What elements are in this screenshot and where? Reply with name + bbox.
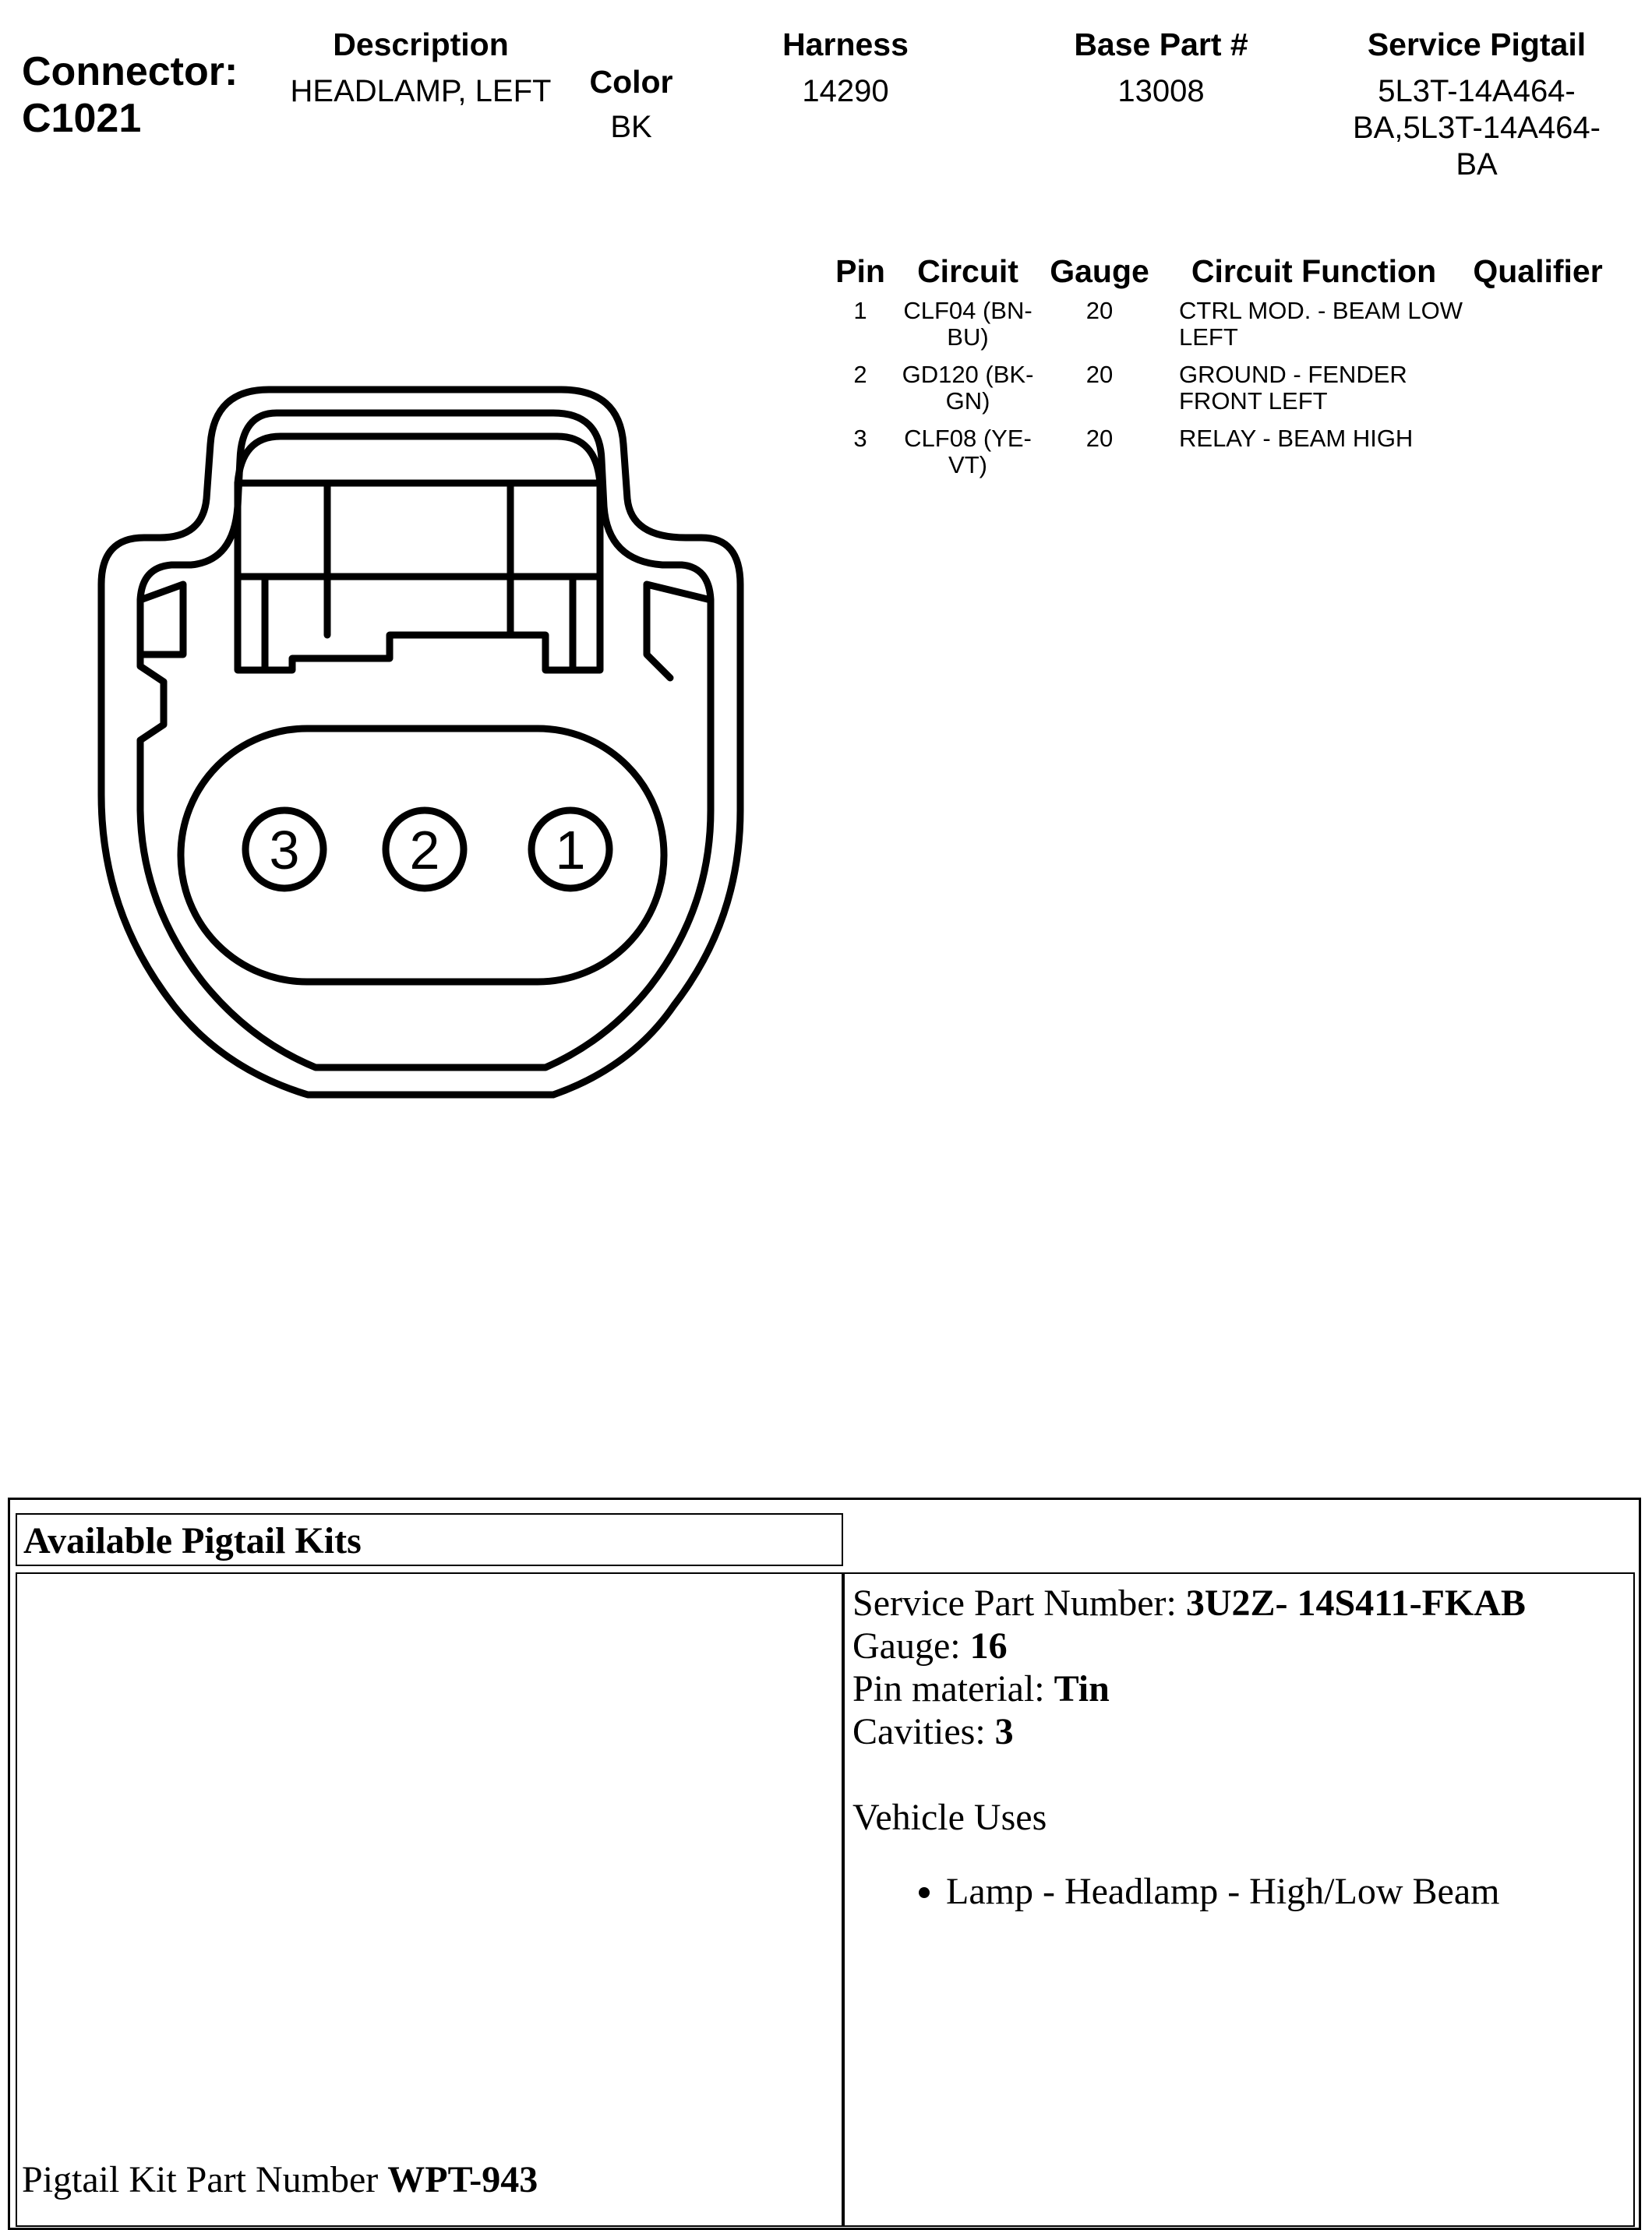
housing-inner-outline [140, 413, 711, 1067]
circuit-line: VT) [948, 451, 987, 478]
connector-label: Connector: [22, 49, 238, 94]
service-pigtail-line: BA,5L3T-14A464- [1353, 111, 1601, 145]
function-cell [1162, 362, 1466, 425]
description-label: Description [333, 26, 509, 62]
gauge-label: Gauge: [852, 1625, 970, 1667]
table-row [822, 425, 1610, 489]
qualifier-header: Qualifier [1473, 253, 1603, 289]
service-pigtail-line: 5L3T-14A464- [1378, 74, 1576, 108]
service-pigtail-label: Service Pigtail [1367, 26, 1587, 62]
harness-value: 14290 [802, 74, 889, 108]
gauge-cell: 20 [1085, 361, 1114, 388]
vehicle-uses-label: Vehicle Uses [852, 1797, 1047, 1838]
cavities-label: Cavities: [852, 1711, 995, 1752]
function-line: GROUND - FENDER [1179, 361, 1407, 388]
pigtail-kit-details [843, 1572, 1635, 2227]
table-row [822, 298, 1610, 362]
table-row [822, 362, 1610, 425]
gauge-header: Gauge [1050, 253, 1149, 289]
service-part-value: 3U2Z- 14S411-FKAB [1185, 1583, 1526, 1624]
qualifier-cell [1466, 362, 1610, 425]
circuit-line: GD120 (BK- [902, 361, 1034, 388]
gauge-cell: 20 [1085, 425, 1114, 452]
connector-title [22, 48, 238, 142]
circuit-line: CLF08 (YE- [904, 425, 1032, 452]
function-line: FRONT LEFT [1179, 387, 1328, 415]
qualifier-cell [1466, 425, 1610, 489]
base-part-value: 13008 [1117, 74, 1205, 108]
pin-label: 3 [269, 820, 300, 880]
pin-cell: 3 [853, 425, 867, 452]
pigtail-kits-title: Available Pigtail Kits [16, 1513, 843, 1566]
function-cell [1162, 298, 1466, 362]
cavities-value: 3 [994, 1711, 1014, 1752]
service-part-label: Service Part Number: [852, 1583, 1186, 1624]
gauge-cell: 20 [1085, 297, 1114, 324]
left-side-tab [140, 584, 183, 655]
right-side-tab [647, 584, 711, 678]
circuit-function-header: Circuit Function [1191, 253, 1437, 289]
connector-id: C1021 [22, 96, 142, 141]
description-value: HEADLAMP, LEFT [290, 74, 552, 108]
circuit-cell [898, 298, 1037, 362]
gauge-line [852, 1625, 1633, 1667]
service-pigtail-value [1325, 73, 1629, 183]
pin-table [822, 253, 1610, 489]
circuit-line: CLF04 (BN- [903, 297, 1032, 324]
pin-cell: 2 [853, 361, 867, 388]
pin-material-line [852, 1667, 1633, 1710]
circuit-line: BU) [947, 323, 989, 351]
pigtail-kit-image-cell [16, 1572, 843, 2227]
kit-part-value: WPT-943 [387, 2159, 538, 2200]
pin-cell: 1 [853, 297, 867, 324]
function-line: LEFT [1179, 323, 1238, 351]
pigtail-kit-part-number [22, 2158, 538, 2201]
circuit-line: GN) [945, 387, 990, 415]
pin-material-value: Tin [1054, 1668, 1110, 1710]
color-value: BK [610, 110, 652, 144]
circuit-cell [898, 362, 1037, 425]
latch-outline [238, 436, 600, 670]
connector-face-diagram [86, 374, 764, 1106]
base-part-label: Base Part # [1074, 26, 1248, 62]
pin-material-label: Pin material: [852, 1668, 1054, 1710]
cavities-line [852, 1710, 1633, 1753]
service-part-line [852, 1582, 1633, 1625]
function-cell [1162, 425, 1466, 489]
pin-label: 2 [409, 820, 440, 880]
function-line: RELAY - BEAM HIGH [1179, 425, 1414, 452]
service-pigtail-line: BA [1456, 147, 1498, 182]
pin-table-header [822, 253, 1610, 298]
harness-label: Harness [782, 26, 909, 62]
kit-part-label: Pigtail Kit Part Number [22, 2159, 388, 2200]
vehicle-uses-list [852, 1870, 1633, 1913]
pin-header: Pin [835, 253, 885, 289]
circuit-header: Circuit [917, 253, 1018, 289]
function-line: CTRL MOD. - BEAM LOW [1179, 297, 1463, 324]
qualifier-cell [1466, 298, 1610, 362]
gauge-value: 16 [969, 1625, 1008, 1667]
list-item: • Lamp - Headlamp - High/Low Beam [946, 1870, 1633, 1913]
circuit-cell [898, 425, 1037, 489]
pin-label: 1 [555, 820, 586, 880]
color-label: Color [589, 64, 673, 100]
